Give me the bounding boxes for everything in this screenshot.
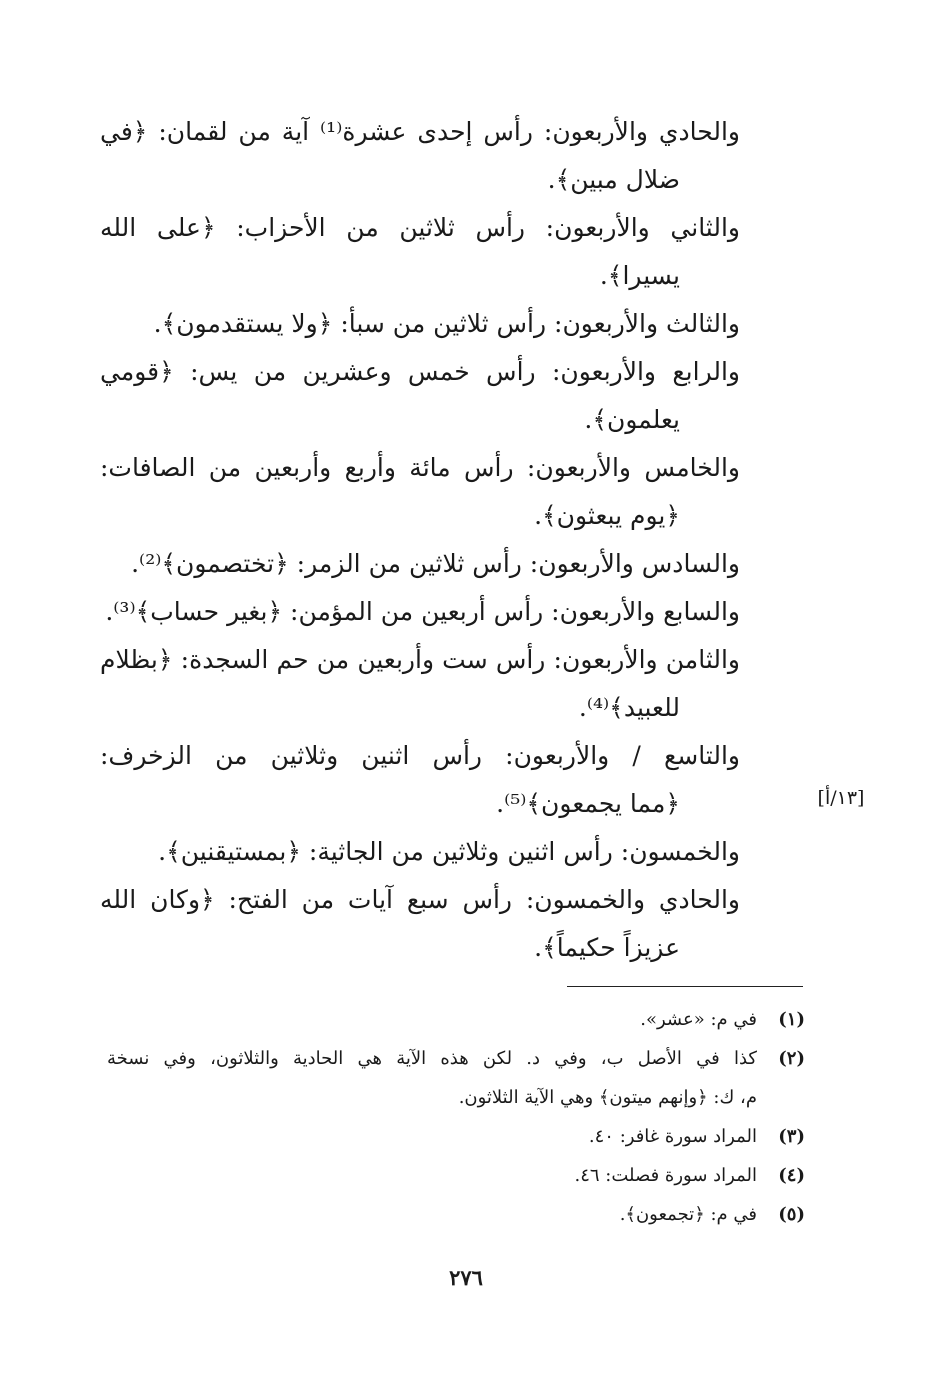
footnote-text: المراد سورة غافر: ٤٠. (588, 1126, 757, 1147)
text-line: والثامن والأربعون: رأس ست وأربعين من حم السجدة: ﴿بظلام (100, 645, 740, 674)
text-line: للعبيد﴾⁽⁴⁾. (578, 693, 680, 722)
text-line: والثاني والأربعون: رأس ثلاثين من الأحزاب: ﴿على الله (100, 213, 740, 242)
verse-entry-41 (100, 108, 740, 204)
verse-entry-42 (100, 204, 740, 300)
verse-entry-46 (100, 540, 740, 588)
text-line: يعلمون﴾. (584, 405, 680, 434)
verse-entry-51 (100, 876, 740, 972)
main-text-body (100, 108, 740, 972)
footnote-number: (٢) (778, 1048, 805, 1069)
verse-entry-43 (100, 300, 740, 348)
text-line: ضلال مبين﴾. (547, 165, 680, 194)
footnote-1 (105, 1000, 805, 1039)
text-line: والسادس والأربعون: رأس ثلاثين من الزمر: ﴿تختصمون﴾⁽²⁾. (131, 549, 740, 578)
footnote-3 (105, 1117, 805, 1156)
text-line: والتاسع / والأربعون: رأس اثنين وثلاثين من الزخرف: (100, 741, 740, 770)
footnote-5 (105, 1195, 805, 1234)
text-line: والخامس والأربعون: رأس مائة وأربع وأربعين من الصافات: (100, 453, 740, 482)
footnote-text: المراد سورة فصلت: ٤٦. (574, 1165, 757, 1186)
footnote-number: (٣) (778, 1126, 805, 1147)
text-line: ﴿يوم يبعثون﴾. (534, 501, 680, 530)
text-line: والسابع والأربعون: رأس أربعين من المؤمن: ﴿بغير حساب﴾⁽³⁾. (105, 597, 740, 626)
footnote-separator (567, 986, 803, 987)
footnote-number: (٥) (778, 1204, 805, 1225)
text-line: يسيرا﴾. (599, 261, 680, 290)
text-line: والرابع والأربعون: رأس خمس وعشرين من يس: ﴿قومي (100, 357, 740, 386)
footnote-text: في م: ﴿تجمعون﴾. (619, 1204, 757, 1225)
verse-entry-48 (100, 636, 740, 732)
text-line: عزيزاً حكيماً﴾. (534, 933, 680, 962)
footnote-number: (١) (778, 1009, 805, 1030)
margin-folio-reference: [١٣/أ] (817, 787, 865, 809)
text-line: والحادي والأربعون: رأس إحدى عشرة⁽¹⁾ آية من لقمان: ﴿في (100, 117, 740, 146)
verse-entry-49 (100, 732, 740, 828)
text-line: والخمسون: رأس اثنين وثلاثين من الجاثية: ﴿بمستيقنين﴾. (158, 837, 740, 866)
verse-entry-44 (100, 348, 740, 444)
verse-entry-50 (100, 828, 740, 876)
verse-entry-47 (100, 588, 740, 636)
text-line: والثالث والأربعون: رأس ثلاثين من سبأ: ﴿ولا يستقدمون﴾. (153, 309, 740, 338)
page-number: ٢٧٦ (449, 1265, 483, 1290)
footnote-text: في م: «عشر». (640, 1009, 757, 1030)
verse-entry-45 (100, 444, 740, 540)
footnote-number: (٤) (778, 1165, 805, 1186)
footnotes (105, 1000, 805, 1234)
footnote-2 (105, 1039, 805, 1078)
footnote-text: كذا في الأصل ب، وفي د. لكن هذه الآية هي الحادية والثلاثون، وفي نسخة (107, 1048, 757, 1069)
footnote-4 (105, 1156, 805, 1195)
text-line: ﴿مما يجمعون﴾⁽⁵⁾. (496, 789, 680, 818)
text-line: والحادي والخمسون: رأس سبع آيات من الفتح: ﴿وكان الله (100, 885, 740, 914)
footnote-2-continuation: م، ك: ﴿وإنهم ميتون﴾ وهي الآية الثلاثون. (458, 1087, 757, 1108)
